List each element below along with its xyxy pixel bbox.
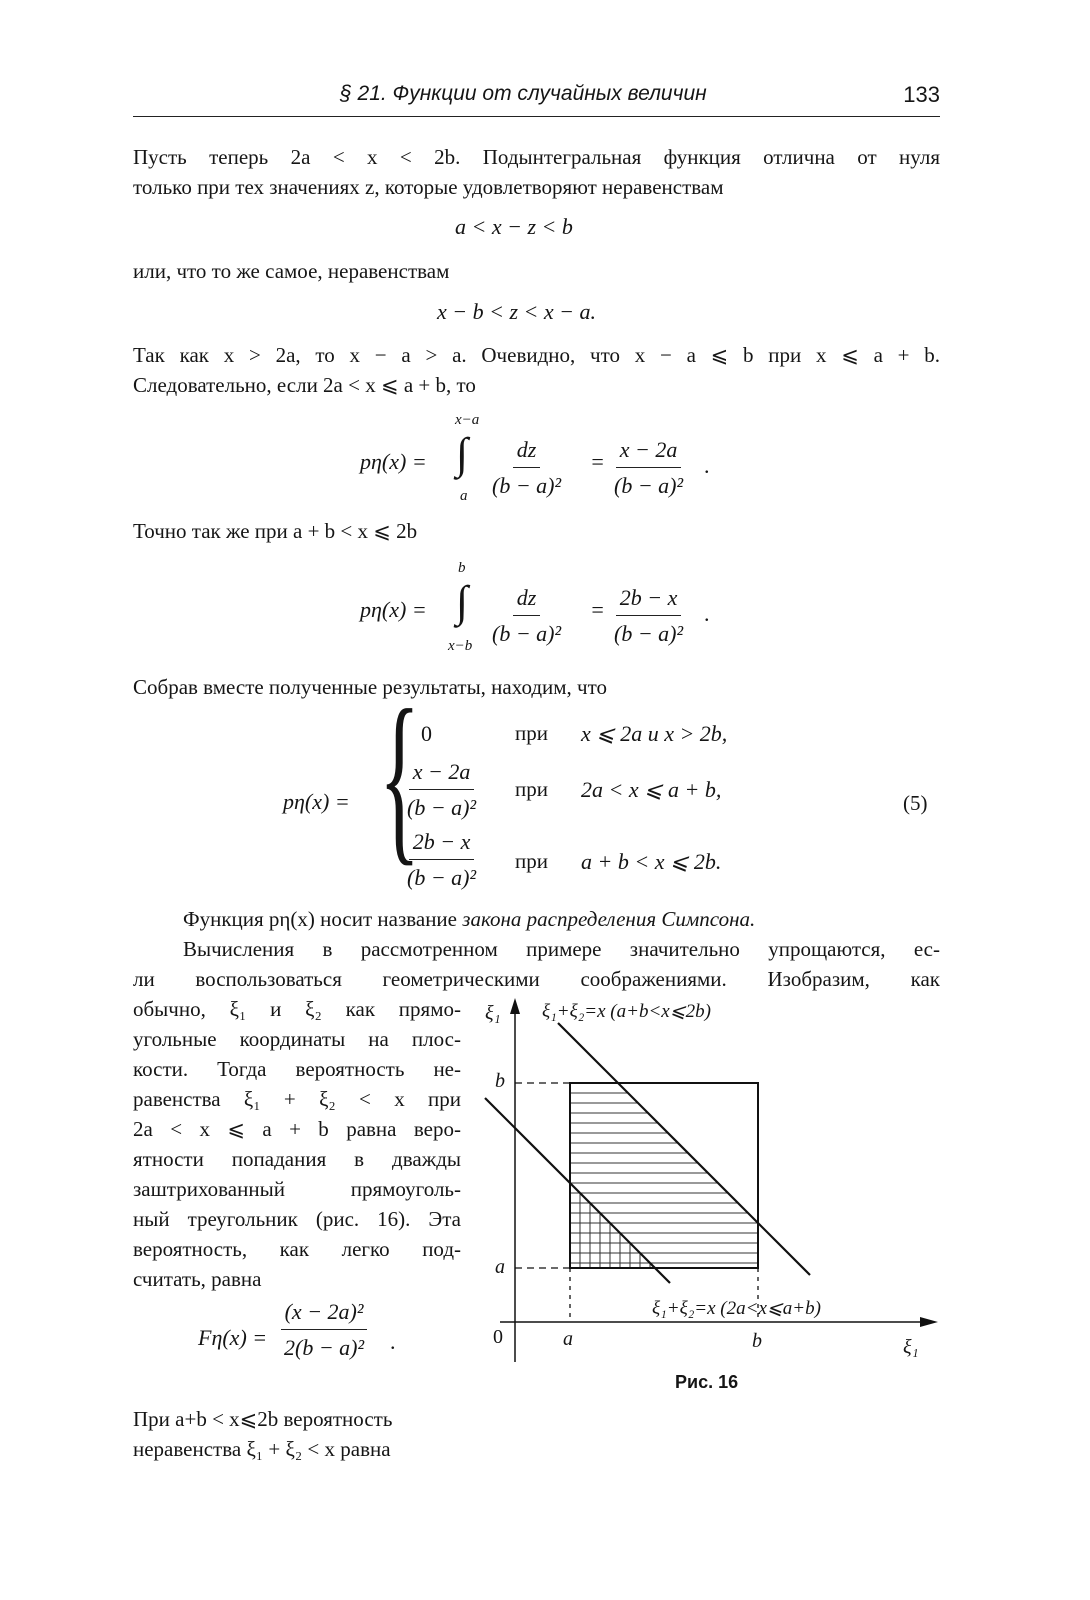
origin-label: 0 — [493, 1326, 503, 1348]
text-run: Функция pη(x) носит название — [183, 907, 463, 931]
result-fraction — [610, 582, 687, 649]
column-line: кости. Тогда вероятность не- — [133, 1057, 461, 1081]
integral-equation — [360, 412, 740, 512]
equation-number: (5) — [903, 791, 928, 815]
paragraph-line: Точно так же при a + b < x ⩽ 2b — [133, 519, 418, 543]
equation-lhs: pη(x) = — [360, 597, 427, 622]
case2-numerator: x − 2a — [409, 756, 475, 790]
paragraph-line: Собрав вместе полученные результаты, находим, что — [133, 675, 608, 699]
integrand-numerator: dz — [513, 582, 541, 616]
paragraph-line: Пусть теперь 2a < x < 2b. Подынтегральная функция отлична от нуля — [133, 145, 940, 169]
case3-word: при — [515, 849, 548, 873]
case2-condition: 2a < x ⩽ a + b, — [581, 777, 722, 802]
upper-line-label: ξ₁+ξ₂=x (a+b<x⩽2b) — [542, 1001, 711, 1022]
column-line: заштрихованный прямоуголь- — [133, 1177, 461, 1201]
integrand-fraction — [488, 434, 565, 501]
figure-16 — [470, 990, 950, 1410]
integrand-numerator: dz — [513, 434, 541, 468]
column-line: равенства ξ₁ + ξ₂ < x при — [133, 1087, 461, 1111]
upper-line — [558, 1023, 810, 1275]
column-line: угольные координаты на плос- — [133, 1027, 461, 1051]
equals-sign: = — [590, 597, 605, 622]
result-denominator: (b − a)² — [614, 621, 684, 646]
column-line: ятности попадания в дважды — [133, 1147, 461, 1171]
lower-line — [485, 1098, 670, 1283]
column-line: При a+b < x⩽2b вероятность — [133, 1407, 393, 1431]
running-header-title: § 21. Функции от случайных величин — [340, 82, 707, 105]
cdf-fraction — [280, 1296, 368, 1363]
left-brace: { — [379, 672, 421, 882]
equation-lhs: pη(x) = — [360, 449, 427, 474]
paragraph-line: Вычисления в рассмотренном примере значительно упрощаются, ес- — [183, 937, 940, 961]
term-italic: закона распределения Симпсона. — [462, 907, 756, 931]
integrand-denominator: (b − a)² — [492, 621, 562, 646]
equals-sign: = — [590, 449, 605, 474]
paragraph-line: Следовательно, если 2a < x ⩽ a + b, то — [133, 373, 476, 397]
case2-denominator: (b − a)² — [407, 795, 477, 820]
paragraph-line: или, что то же самое, неравенствам — [133, 259, 450, 283]
case1-word: при — [515, 721, 548, 745]
paragraph-line: ли воспользоваться геометрическими соображениями. Изобразим, как — [133, 967, 940, 991]
result-numerator: 2b − x — [616, 582, 682, 616]
tick-label-b-y: b — [495, 1070, 505, 1092]
column-line: ный треугольник (рис. 16). Эта — [133, 1207, 461, 1231]
cdf-equation — [198, 1300, 458, 1380]
cdf-numerator: (x − 2a)² — [281, 1296, 368, 1330]
equation-lhs: Fη(x) = — [198, 1325, 268, 1350]
equation-period: . — [390, 1329, 396, 1354]
result-denominator: (b − a)² — [614, 473, 684, 498]
paragraph-line: только при тех значениях z, которые удовлетворяют неравенствам — [133, 175, 724, 199]
cdf-denominator: 2(b − a)² — [284, 1335, 365, 1360]
integral-lower-limit: x−b — [448, 638, 473, 654]
equation: a < x − z < b — [455, 214, 573, 239]
equation-period: . — [704, 453, 710, 478]
result-numerator: x − 2a — [616, 434, 682, 468]
equation-period: . — [704, 601, 710, 626]
result-fraction — [610, 434, 687, 501]
case2-fraction — [403, 756, 480, 823]
horizontal-hatching — [570, 1093, 760, 1263]
column-line: считать, равна — [133, 1267, 262, 1291]
tick-label-b-x: b — [752, 1330, 762, 1352]
case1-condition: x ⩽ 2a и x > 2b, — [581, 721, 728, 746]
unit-square — [570, 1083, 758, 1268]
figure-caption: Рис. 16 — [675, 1372, 739, 1392]
integral-equation — [360, 560, 740, 660]
tick-label-a-y: a — [495, 1256, 505, 1278]
case2-word: при — [515, 777, 548, 801]
header-rule — [133, 116, 940, 117]
case3-condition: a + b < x ⩽ 2b. — [581, 849, 722, 874]
integral-sign: ∫ — [456, 577, 469, 626]
case3-fraction — [403, 826, 480, 893]
integral-sign: ∫ — [456, 429, 469, 478]
x-axis-arrow — [920, 1317, 938, 1327]
tick-label-a-x: a — [563, 1328, 573, 1350]
page-number: 133 — [903, 82, 940, 107]
equation-lhs: pη(x) = — [283, 789, 350, 814]
column-line: 2a < x ⩽ a + b равна веро- — [133, 1117, 461, 1141]
integral-upper-limit: b — [458, 560, 466, 576]
case1-value: 0 — [421, 721, 432, 746]
y-axis-label: ξ₁ — [485, 1002, 501, 1024]
column-line: неравенства ξ₁ + ξ₂ < x равна — [133, 1437, 391, 1461]
integrand-denominator: (b − a)² — [492, 473, 562, 498]
paragraph-line: Так как x > 2a, то x − a > a. Очевидно, что x − a ⩽ b при x ⩽ a + b. — [133, 343, 940, 367]
lower-line-label: ξ₁+ξ₂=x (2a<x⩽a+b) — [652, 1298, 821, 1319]
equation: x − b < z < x − a. — [437, 299, 596, 324]
integral-upper-limit: x−a — [455, 412, 480, 428]
integral-lower-limit: a — [460, 488, 468, 504]
x-axis-label: ξ₁ — [903, 1336, 919, 1358]
case3-numerator: 2b − x — [409, 826, 475, 860]
column-line: обычно, ξ₁ и ξ₂ как прямо- — [133, 997, 461, 1021]
column-line: вероятность, как легко под- — [133, 1237, 461, 1261]
integrand-fraction — [488, 582, 565, 649]
y-axis-arrow — [510, 998, 520, 1014]
paragraph-line — [183, 904, 755, 935]
case3-denominator: (b − a)² — [407, 865, 477, 890]
